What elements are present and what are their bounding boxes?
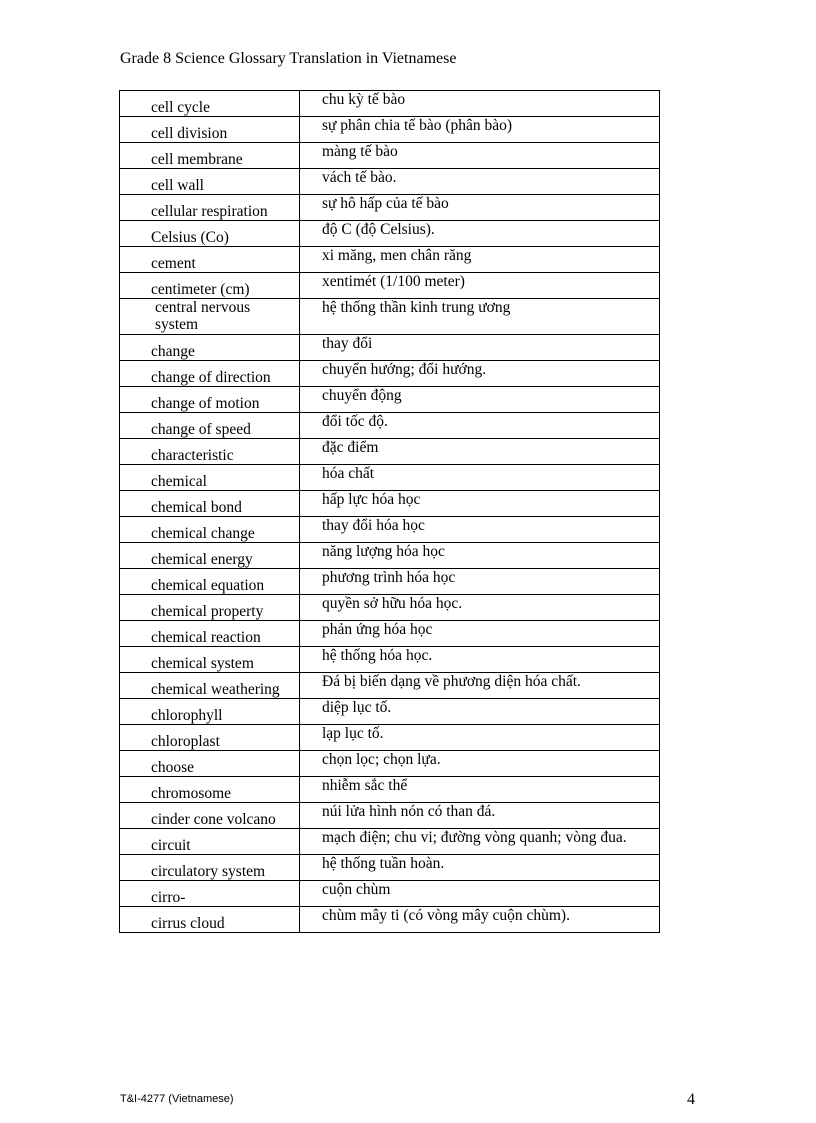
glossary-term: chlorophyll	[120, 699, 300, 725]
glossary-translation: xi măng, men chân răng	[300, 247, 660, 273]
glossary-translation: mạch điện; chu vi; đường vòng quanh; vòng đua.	[300, 829, 660, 855]
glossary-term: chloroplast	[120, 725, 300, 751]
glossary-row	[120, 335, 660, 361]
glossary-translation: chuyển hướng; đổi hướng.	[300, 361, 660, 387]
glossary-row	[120, 195, 660, 221]
glossary-translation: hóa chất	[300, 465, 660, 491]
glossary-translation: diệp lục tố.	[300, 699, 660, 725]
glossary-translation: nhiễm sắc thể	[300, 777, 660, 803]
glossary-translation: độ C (độ Celsius).	[300, 221, 660, 247]
glossary-term: chemical change	[120, 517, 300, 543]
glossary-row	[120, 117, 660, 143]
glossary-row	[120, 387, 660, 413]
glossary-row	[120, 777, 660, 803]
glossary-term: change of motion	[120, 387, 300, 413]
glossary-term: chemical reaction	[120, 621, 300, 647]
glossary-translation: xentimét (1/100 meter)	[300, 273, 660, 299]
glossary-row	[120, 143, 660, 169]
glossary-term: circuit	[120, 829, 300, 855]
glossary-term: cinder cone volcano	[120, 803, 300, 829]
glossary-row	[120, 91, 660, 117]
glossary-term: central nervous system	[120, 299, 300, 335]
glossary-row	[120, 595, 660, 621]
glossary-term: chromosome	[120, 777, 300, 803]
glossary-term: choose	[120, 751, 300, 777]
glossary-term: cell membrane	[120, 143, 300, 169]
glossary-table	[119, 90, 660, 933]
glossary-row	[120, 725, 660, 751]
glossary-translation: vách tế bào.	[300, 169, 660, 195]
glossary-row	[120, 169, 660, 195]
glossary-row	[120, 299, 660, 335]
glossary-translation: chùm mây ti (có vòng mây cuộn chùm).	[300, 907, 660, 933]
glossary-translation: hệ thống hóa học.	[300, 647, 660, 673]
glossary-row	[120, 699, 660, 725]
glossary-term: chemical energy	[120, 543, 300, 569]
glossary-row	[120, 647, 660, 673]
glossary-term: chemical bond	[120, 491, 300, 517]
glossary-row	[120, 751, 660, 777]
glossary-row	[120, 907, 660, 933]
glossary-term: chemical system	[120, 647, 300, 673]
glossary-translation: hệ thống thần kinh trung ương	[300, 299, 660, 335]
glossary-translation: màng tế bào	[300, 143, 660, 169]
glossary-row	[120, 221, 660, 247]
glossary-row	[120, 413, 660, 439]
glossary-row	[120, 569, 660, 595]
glossary-translation: sự phân chia tế bào (phân bào)	[300, 117, 660, 143]
glossary-translation: phản ứng hóa học	[300, 621, 660, 647]
glossary-row	[120, 491, 660, 517]
glossary-row	[120, 543, 660, 569]
glossary-row	[120, 621, 660, 647]
glossary-term: change of speed	[120, 413, 300, 439]
glossary-term: circulatory system	[120, 855, 300, 881]
glossary-translation: quyền sở hữu hóa học.	[300, 595, 660, 621]
glossary-term: cement	[120, 247, 300, 273]
glossary-row	[120, 465, 660, 491]
page-number: 4	[687, 1091, 695, 1108]
glossary-translation: chọn lọc; chọn lựa.	[300, 751, 660, 777]
glossary-translation: sự hô hấp của tế bào	[300, 195, 660, 221]
glossary-term: cell cycle	[120, 91, 300, 117]
glossary-translation: năng lượng hóa học	[300, 543, 660, 569]
glossary-translation: chuyển động	[300, 387, 660, 413]
glossary-translation: đổi tốc độ.	[300, 413, 660, 439]
glossary-row	[120, 439, 660, 465]
glossary-translation: hấp lực hóa học	[300, 491, 660, 517]
glossary-term: cellular respiration	[120, 195, 300, 221]
glossary-row	[120, 855, 660, 881]
glossary-row	[120, 517, 660, 543]
glossary-term: characteristic	[120, 439, 300, 465]
glossary-term: chemical equation	[120, 569, 300, 595]
glossary-term: Celsius (Co)	[120, 221, 300, 247]
glossary-table-body	[120, 91, 660, 933]
glossary-row	[120, 829, 660, 855]
glossary-term: chemical property	[120, 595, 300, 621]
glossary-row	[120, 803, 660, 829]
glossary-term: chemical	[120, 465, 300, 491]
glossary-term: change of direction	[120, 361, 300, 387]
glossary-translation: Đá bị biến dạng về phương diện hóa chất.	[300, 673, 660, 699]
glossary-term: centimeter (cm)	[120, 273, 300, 299]
glossary-row	[120, 247, 660, 273]
glossary-term: cell division	[120, 117, 300, 143]
glossary-translation: lạp lục tố.	[300, 725, 660, 751]
glossary-translation: thay đổi hóa học	[300, 517, 660, 543]
glossary-term: cirrus cloud	[120, 907, 300, 933]
glossary-term: cell wall	[120, 169, 300, 195]
document-title: Grade 8 Science Glossary Translation in Vietnamese	[120, 50, 457, 67]
glossary-row	[120, 273, 660, 299]
glossary-translation: núi lửa hình nón có than đá.	[300, 803, 660, 829]
footer-document-code: T&I-4277 (Vietnamese)	[120, 1093, 234, 1105]
glossary-term: cirro-	[120, 881, 300, 907]
glossary-translation: đặc điểm	[300, 439, 660, 465]
glossary-row	[120, 361, 660, 387]
glossary-term: change	[120, 335, 300, 361]
glossary-translation: phương trình hóa học	[300, 569, 660, 595]
glossary-translation: thay đổi	[300, 335, 660, 361]
glossary-row	[120, 881, 660, 907]
glossary-translation: cuộn chùm	[300, 881, 660, 907]
glossary-translation: chu kỳ tế bào	[300, 91, 660, 117]
glossary-translation: hệ thống tuần hoàn.	[300, 855, 660, 881]
glossary-row	[120, 673, 660, 699]
glossary-term: chemical weathering	[120, 673, 300, 699]
